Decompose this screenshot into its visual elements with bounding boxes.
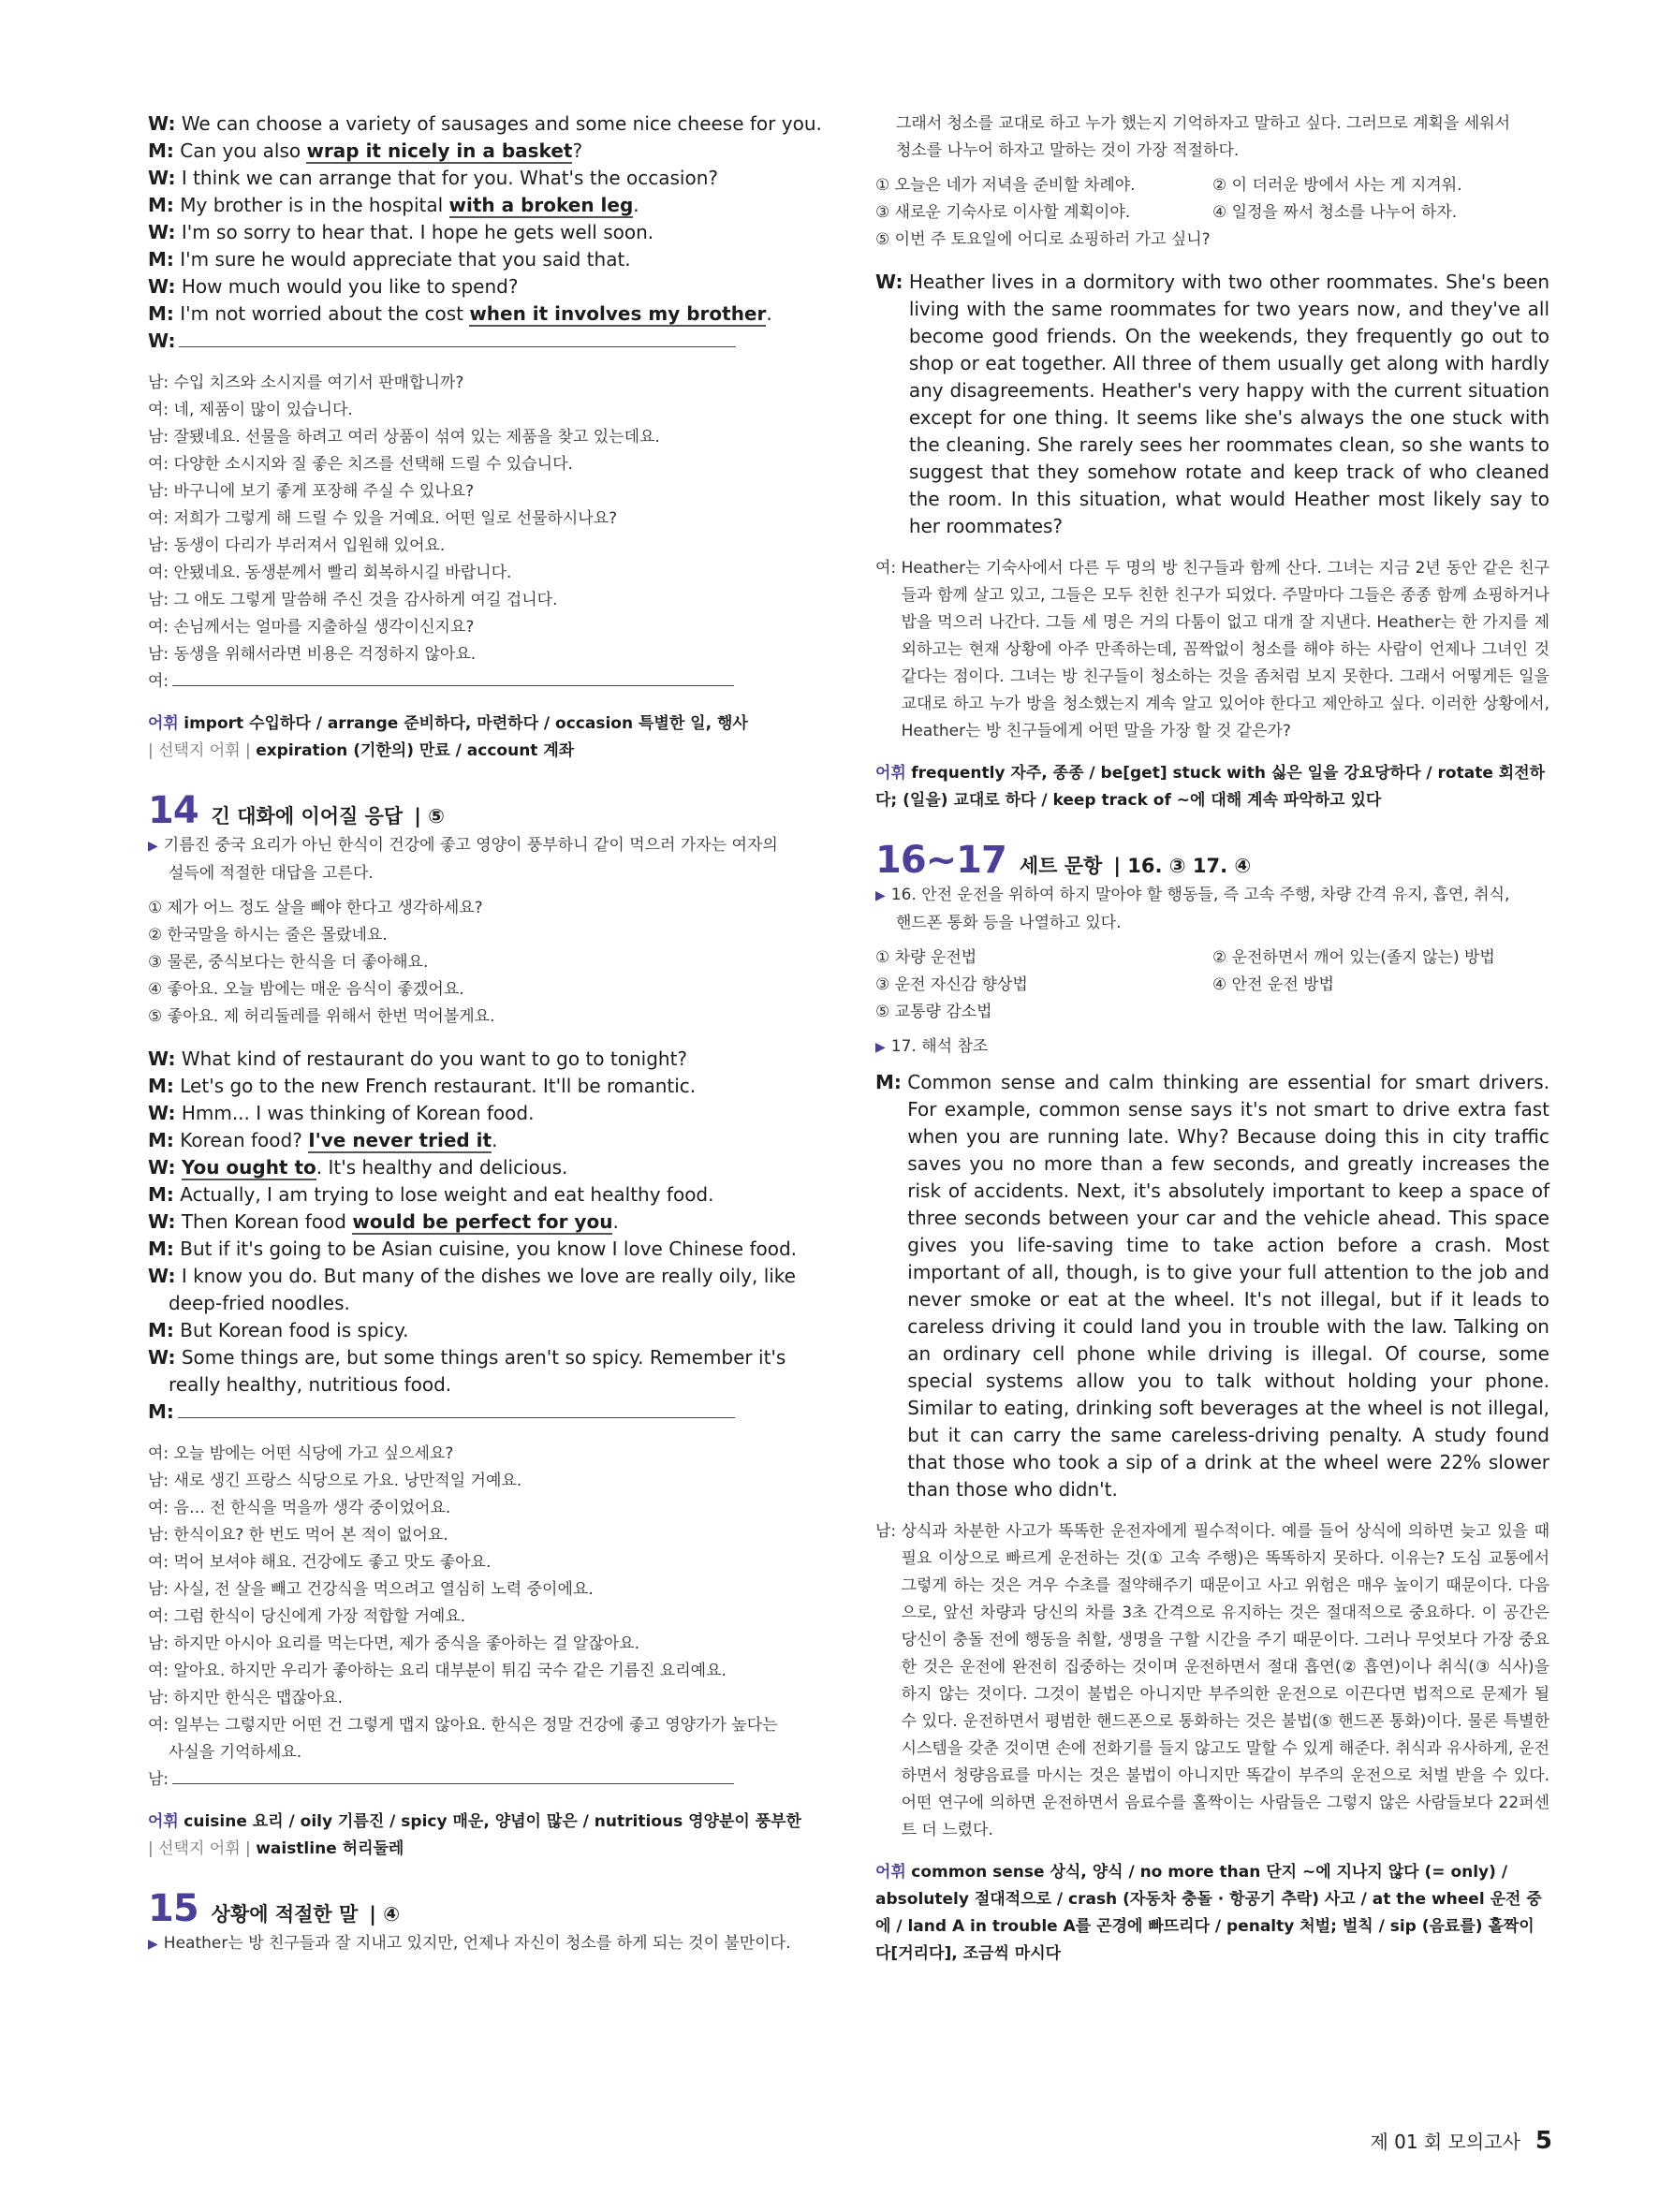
- triangle-bullet-icon: ▶: [148, 839, 158, 854]
- translation-line: 여:: [148, 668, 822, 696]
- exam-label: 제 01 회 모의고사: [1370, 2131, 1520, 2153]
- triangle-bullet-icon: ▶: [148, 1937, 158, 1952]
- translation-line: 남:: [148, 1766, 822, 1794]
- options-14: [148, 895, 822, 1031]
- explanation-15: ▶ Heather는 방 친구들과 잘 지내고 있지만, 언제나 자신이 청소를 하게 되는 것이 불만이다.: [148, 1934, 791, 1953]
- dialog-line: W: Hmm... I was thinking of Korean food.: [148, 1102, 535, 1124]
- dialog-line: W: How much would you like to spend?: [148, 275, 519, 298]
- section-header-14: [148, 789, 822, 832]
- dialog-line: M: Let's go to the new French restaurant. It'll be romantic.: [148, 1075, 697, 1097]
- dialog-line: W: You ought to. It's healthy and delicious.: [148, 1156, 568, 1179]
- dialog-line: M: But Korean food is spicy.: [148, 1319, 409, 1341]
- answer-blank: [178, 1400, 735, 1418]
- korean-translation-15: 여: Heather는 기숙사에서 다른 두 명의 방 친구들과 함께 산다. 그녀는 지금 2년 동안 같은 친구들과 함께 살고 있고, 그들은 모두 친한 친구가 되었다. 주말마다 그들은 종종 함께 쇼핑하거나 밥을 먹으러 나간다. 그들 세 명은 거의 다툼이 없고 대개 잘 지낸다. Heather는 한 가지를 제외하고는 현재 상황에 아주 만족하는데, 꼼짝없이 청소를 해야 하는 사람이 언제나 그녀인 것 같다는 점이다. 그녀는 방 친구들이 청소하는 것을 좀처럼 보지 못한다. 그래서 어떻게든 일을 교대로 하고 누가 방을 청소했는지 계속 알고 있어야 한다고 제안하고 싶다. 이러한 상황에서, Heather는 방 친구들에게 어떤 말을 가장 할 것 같은가?: [875, 559, 1549, 740]
- monologue-16-17: M: Common sense and calm thinking are essential for smart drivers. For example, common sense says it's not smart to drive extra fast when you are running late. Why? Because doing this in city traffic saves you no more than a few seconds, and greatly increases the risk of accidents. Next, it's absolutely important to keep a space of three seconds between your car and the vehicle ahead. This space gives you life-saving time to take action before a crash. Most important of all, though, is to give your full attention to the job and never smoke or eat at the wheel. It's not illegal, but if it leads to careless driving it could land you in trouble with the law. Talking on an ordinary cell phone while driving is illegal. Of course, some special systems allow you to talk without holding your phone. Similar to eating, drinking soft beverages at the wheel is not illegal, but it can carry the same careless-driving penalty. A study found that those who took a sip of a drink at the wheel were 22% slower than those who didn't.: [875, 1071, 1549, 1501]
- triangle-bullet-icon: ▶: [875, 1040, 886, 1055]
- translation-line: 여: 일부는 그렇지만 어떤 건 그렇게 맵지 않아요. 한식은 정말 건강에 좋고 영양가가 높다는: [148, 1716, 778, 1735]
- translation-line: 사실을 기억하세요.: [169, 1743, 302, 1762]
- right-column: [875, 110, 1549, 1968]
- section-title: 상황에 적절한 말: [211, 1903, 359, 1926]
- dialog-line: W: We can choose a variety of sausages and some nice cheese for you.: [148, 112, 822, 135]
- translation-line: 여: 저희가 그렇게 해 드릴 수 있을 거예요. 어떤 일로 선물하시나요?: [148, 509, 618, 528]
- section-header-15: [148, 1887, 822, 1930]
- option: ⑤ 좋아요. 제 허리둘레를 위해서 한번 먹어볼게요.: [148, 1007, 495, 1026]
- vocab-box-15: 어휘 frequently 자주, 종종 / be[get] stuck with 싫은 일을 강요당하다 / rotate 회전하다; (일을) 교대로 하다 / keep track of ~에 대해 계속 파악하고 있다: [875, 764, 1546, 810]
- translation-line: 남: 사실, 전 살을 빼고 건강식을 먹으려고 열심히 노력 중이에요.: [148, 1580, 594, 1599]
- explanation-16: ▶ 16. 안전 운전을 위하여 하지 말아야 할 행동들, 즉 고속 주행, 차량 간격 유지, 흡연, 취식, 핸드폰 통화 등을 나열하고 있다.: [875, 886, 1510, 932]
- translation-line: 남: 수입 치즈와 소시지를 여기서 판매합니까?: [148, 374, 464, 392]
- answer-blank: [172, 670, 734, 686]
- answer-badge: | ⑤: [414, 805, 445, 828]
- dialog-line: M: But if it's going to be Asian cuisine, you know I love Chinese food.: [148, 1238, 798, 1260]
- translation-line: 남: 하지만 아시아 요리를 먹는다면, 제가 중식을 좋아하는 걸 알잖아요.: [148, 1634, 639, 1653]
- dialog-line: W:: [148, 328, 822, 355]
- dialog-line: W: Then Korean food would be perfect for you.: [148, 1210, 619, 1233]
- dialog-line: deep-fried noodles.: [169, 1292, 350, 1314]
- translation-line: 여: 네, 제품이 많이 있습니다.: [148, 401, 353, 419]
- translation-line: 여: 오늘 밤에는 어떤 식당에 가고 싶으세요?: [148, 1444, 454, 1463]
- dialog-line: W: I think we can arrange that for you. What's the occasion?: [148, 167, 718, 189]
- answer-blank: [179, 330, 736, 347]
- section-title: 긴 대화에 이어질 응답: [211, 805, 404, 828]
- explanation-17: ▶ 17. 해석 참조: [875, 1037, 989, 1056]
- translation-line: 남: 동생을 위해서라면 비용은 걱정하지 않아요.: [148, 645, 477, 664]
- explanation-15-continued: 그래서 청소를 교대로 하고 누가 했는지 기억하자고 말하고 싶다. 그러므로 계획을 세워서 청소를 나누어 하자고 말하는 것이 가장 적절하다.: [896, 114, 1511, 160]
- option: ② 이 더러운 방에서 사는 게 지겨워.: [1212, 176, 1462, 195]
- dialog-line: really healthy, nutritious food.: [169, 1373, 452, 1396]
- question-number: 16~17: [875, 839, 1006, 882]
- option: ① 오늘은 네가 저녁을 준비할 차례야.: [875, 176, 1136, 195]
- option: ④ 좋아요. 오늘 밤에는 매운 음식이 좋겠어요.: [148, 980, 464, 999]
- korean-translation-14: [148, 1441, 822, 1794]
- translation-line: 남: 한식이요? 한 번도 먹어 본 적이 없어요.: [148, 1526, 448, 1545]
- left-column: [148, 110, 822, 1958]
- option: ⑤ 교통량 감소법: [875, 1003, 992, 1021]
- options-16: [875, 945, 1549, 1026]
- options-15: [875, 172, 1549, 254]
- vocab-box-14: 어휘 cuisine 요리 / oily 기름진 / spicy 매운, 양념이 많은 / nutritious 영양분이 풍부한 | 선택지 어휘 | waistline 허리둘레: [148, 1812, 801, 1858]
- translation-line: 남: 하지만 한식은 맵잖아요.: [148, 1689, 343, 1707]
- option: ① 제가 어느 정도 살을 빼야 한다고 생각하세요?: [148, 899, 483, 917]
- translation-line: 남: 새로 생긴 프랑스 식당으로 가요. 낭만적일 거예요.: [148, 1472, 522, 1490]
- option: ① 차량 운전법: [875, 948, 977, 967]
- option: ② 한국말을 하시는 줄은 몰랐네요.: [148, 926, 388, 945]
- dialog-line: M: I'm sure he would appreciate that you said that.: [148, 248, 631, 271]
- vocab-box-13: 어휘 import 수입하다 / arrange 준비하다, 마련하다 / occasion 특별한 일, 행사 | 선택지 어휘 | expiration (기한의) 만료 / account 계좌: [148, 714, 748, 760]
- dialog-line: M: Actually, I am trying to lose weight and eat healthy food.: [148, 1183, 714, 1206]
- translation-line: 여: 다양한 소시지와 질 좋은 치즈를 선택해 드릴 수 있습니다.: [148, 455, 573, 474]
- question-number: 15: [148, 1887, 198, 1930]
- dialog-line: M:: [148, 1399, 822, 1426]
- option: ② 운전하면서 깨어 있는(졸지 않는) 방법: [1212, 948, 1495, 967]
- option: ④ 일정을 짜서 청소를 나누어 하자.: [1212, 203, 1458, 222]
- dialog-line: W: What kind of restaurant do you want to go to tonight?: [148, 1047, 688, 1070]
- section-header-16-17: [875, 839, 1549, 882]
- vocab-box-16-17: 어휘 common sense 상식, 양식 / no more than 단지 ~에 지나지 않다 (= only) / absolutely 절대적으로 / crash (자동차 충돌 · 항공기 추락) 사고 / at the wheel 운전 중에 / land A in trouble A를 곤경에 빠뜨리다 / penalty 처벌; 벌칙 / sip (음료를) 홀짝이다[거리다], 조금씩 마시다: [875, 1863, 1542, 1963]
- option: ⑤ 이번 주 토요일에 어디로 쇼핑하러 가고 싶니?: [875, 230, 1211, 249]
- translation-line: 남: 잘됐네요. 선물을 하려고 여러 상품이 섞여 있는 제품을 찾고 있는데요.: [148, 428, 660, 447]
- triangle-bullet-icon: ▶: [875, 888, 886, 903]
- dialog-line: W: I know you do. But many of the dishes we love are really oily, like: [148, 1265, 796, 1287]
- section-title: 세트 문항: [1019, 855, 1103, 877]
- answer-blank: [172, 1768, 734, 1784]
- option: ③ 운전 자신감 향상법: [875, 975, 1028, 994]
- page-number: 5: [1534, 2127, 1552, 2155]
- translation-line: 여: 그럼 한식이 당신에게 가장 적합할 거예요.: [148, 1607, 466, 1626]
- answer-badge: | 16. ③ 17. ④: [1113, 855, 1252, 877]
- dialog-line: M: My brother is in the hospital with a broken leg.: [148, 194, 639, 216]
- translation-line: 여: 안됐네요. 동생분께서 빨리 회복하시길 바랍니다.: [148, 564, 512, 582]
- answer-badge: | ④: [369, 1903, 401, 1926]
- option: ③ 새로운 기숙사로 이사할 계획이야.: [875, 203, 1131, 222]
- korean-translation-13: [148, 370, 822, 696]
- option: ③ 물론, 중식보다는 한식을 더 좋아해요.: [148, 953, 429, 972]
- dialog-line: W: Some things are, but some things aren't so spicy. Remember it's: [148, 1346, 786, 1369]
- translation-line: 남: 동생이 다리가 부러져서 입원해 있어요.: [148, 536, 446, 555]
- dialog-13: [148, 110, 822, 355]
- dialog-line: M: Can you also wrap it nicely in a basket?: [148, 139, 583, 162]
- dialog-line: M: I'm not worried about the cost when it involves my brother.: [148, 302, 772, 325]
- translation-line: 남: 그 애도 그렇게 말씀해 주신 것을 감사하게 여길 겁니다.: [148, 591, 558, 609]
- korean-translation-16-17: 남: 상식과 차분한 사고가 똑똑한 운전자에게 필수적이다. 예를 들어 상식에 의하면 늦고 있을 때 필요 이상으로 빠르게 운전하는 것(① 고속 주행)은 똑똑하지 못하다. 이유는? 도심 교통에서 그렇게 하는 것은 겨우 수초를 절약해주기 때문이고 사고 위험은 매우 높이기 때문이다. 다음으로, 앞선 차량과 당신의 차를 3초 간격으로 유지하는 것은 절대적으로 중요하다. 이 공간은 당신이 충돌 전에 행동을 취할, 생명을 구할 시간을 주기 때문이다. 그러나 무엇보다 가장 중요한 것은 운전에 완전히 집중하는 것이며 운전하면서 절대 흡연(② 흡연)이나 취식(③ 식사)을 하지 않는 것이다. 그것이 불법은 아니지만 부주의한 운전으로 이끈다면 법적으로 문제가 될 수 있다. 운전하면서 평범한 핸드폰으로 통화하는 것은 불법(⑤ 핸드폰 통화)이다. 물론 특별한 시스템을 갖춘 것이면 손에 전화기를 들지 않고도 말할 수 있게 해준다. 취식과 유사하게, 운전하면서 청량음료를 마시는 것은 불법이 아니지만 똑같이 부주의 운전으로 처벌 받을 수 있다. 어떤 연구에 의하면 운전하면서 음료수를 홀짝이는 사람들은 그렇지 않은 사람들보다 22퍼센트 더 느렸다.: [875, 1522, 1549, 1839]
- explanation-14: ▶ 기름진 중국 요리가 아닌 한식이 건강에 좋고 영양이 풍부하니 같이 먹으러 가자는 여자의 설득에 적절한 대답을 고른다.: [148, 836, 778, 883]
- dialog-14: [148, 1046, 822, 1426]
- translation-line: 여: 먹어 보셔야 해요. 건강에도 좋고 맛도 좋아요.: [148, 1553, 492, 1572]
- dialog-line: W: I'm so sorry to hear that. I hope he gets well soon.: [148, 221, 654, 243]
- translation-line: 여: 손님께서는 얼마를 지출하실 생각이신지요?: [148, 618, 475, 637]
- translation-line: 여: 음… 전 한식을 먹을까 생각 중이었어요.: [148, 1499, 451, 1517]
- translation-line: 여: 알아요. 하지만 우리가 좋아하는 요리 대부분이 튀김 국수 같은 기름진 요리예요.: [148, 1662, 727, 1680]
- monologue-15: W: Heather lives in a dormitory with two other roommates. She's been living with the same roommates for two years now, and they've all become good friends. On the weekends, they frequently go out to shop or eat together. All three of them usually get along with hardly any disagreements. Heather's very happy with the current situation except for one thing. It seems like she's always the one stuck with the cleaning. She rarely sees her roommates clean, so she wants to suggest that they somehow rotate and keep track of who cleaned the room. In this situation, what would Heather most likely say to her roommates?: [875, 271, 1549, 537]
- option: ④ 안전 운전 방법: [1212, 975, 1334, 994]
- page-footer: [1370, 2127, 1552, 2155]
- question-number: 14: [148, 789, 198, 832]
- translation-line: 남: 바구니에 보기 좋게 포장해 주실 수 있나요?: [148, 482, 475, 501]
- dialog-line: M: Korean food? I've never tried it.: [148, 1129, 498, 1151]
